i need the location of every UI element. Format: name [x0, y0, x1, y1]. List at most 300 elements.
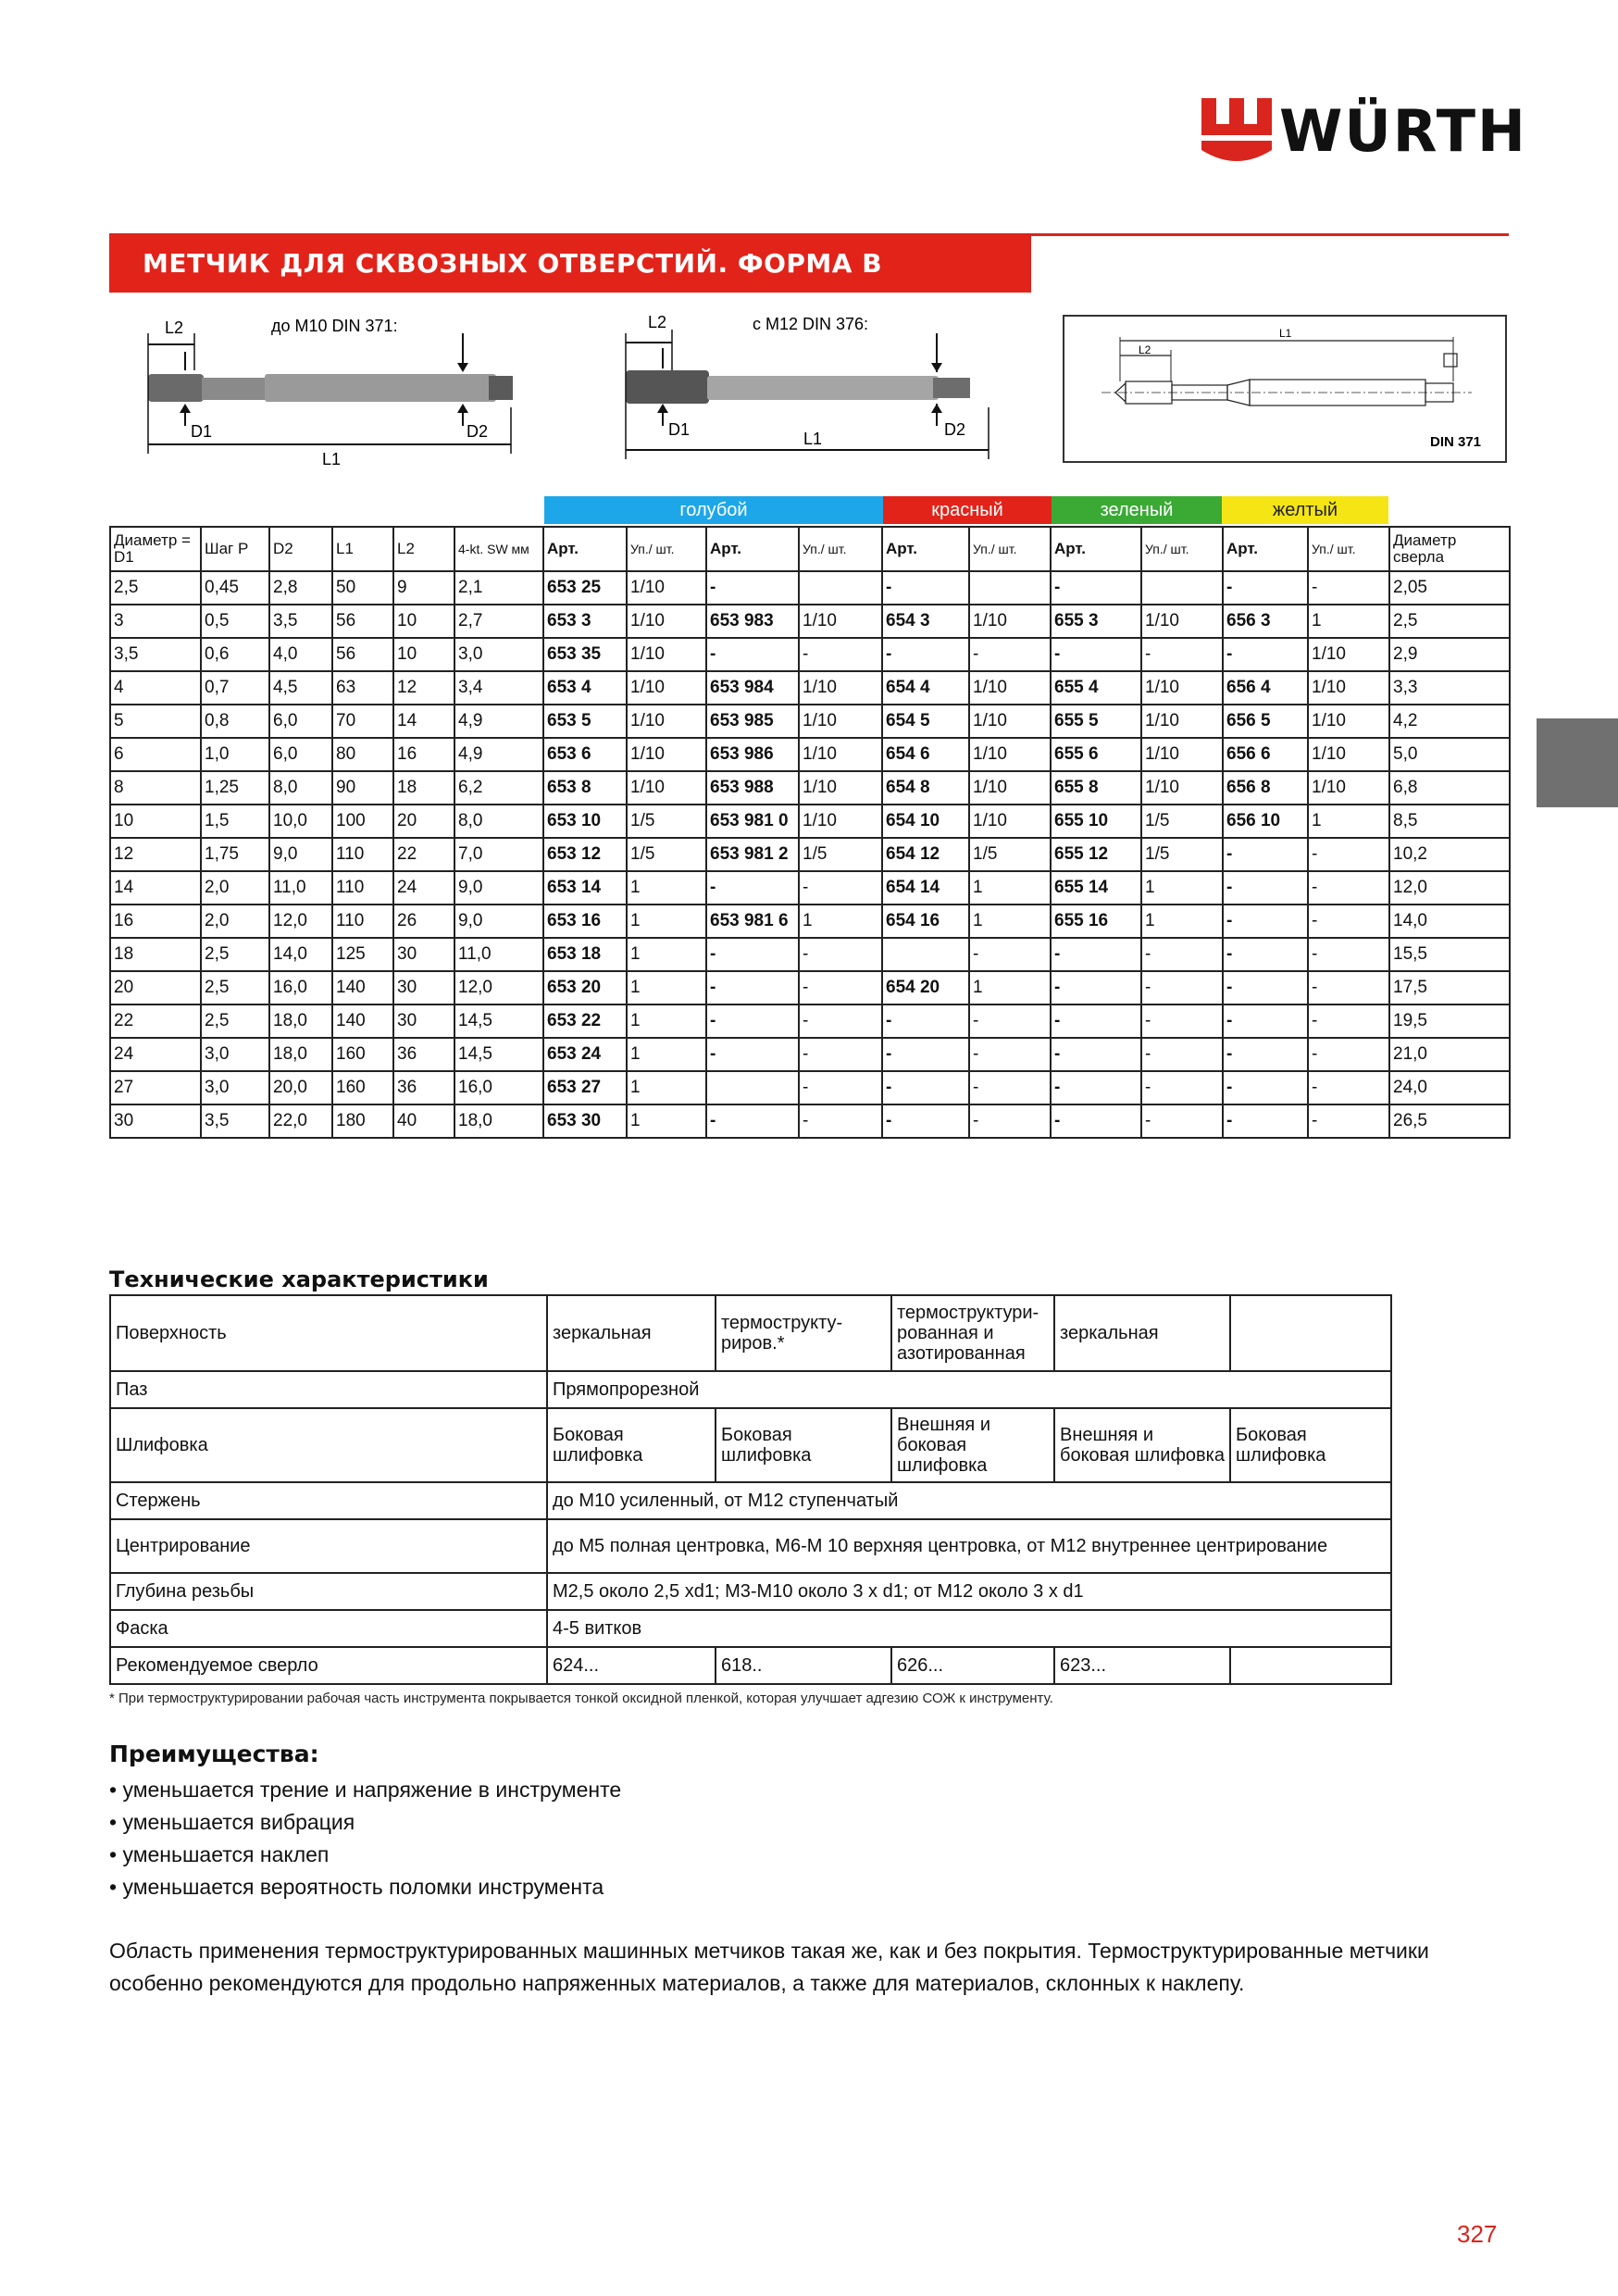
tech-label: Шлифовка — [110, 1408, 547, 1482]
fig1-d2-label: D2 — [467, 422, 489, 441]
tech-value: Прямопрорезной — [547, 1371, 1391, 1408]
table-cell: 653 16 — [543, 905, 627, 938]
table-cell: 1/10 — [1308, 771, 1389, 805]
table-cell: 125 — [332, 938, 393, 971]
table-cell: 14,5 — [454, 1038, 543, 1071]
table-cell: 1/5 — [969, 838, 1051, 871]
tech-label: Рекомендуемое сверло — [110, 1647, 547, 1684]
list-item: • уменьшается трение и напряжение в инструменте — [109, 1774, 621, 1806]
table-cell: - — [1223, 1071, 1308, 1104]
table-cell: - — [706, 938, 799, 971]
table-cell: 4,9 — [454, 705, 543, 738]
table-cell: 653 22 — [543, 1004, 627, 1038]
table-cell: - — [1308, 871, 1389, 905]
table-cell: 0,8 — [201, 705, 269, 738]
table-cell: 22 — [393, 838, 454, 871]
table-cell: - — [969, 1104, 1051, 1138]
table-cell: 12,0 — [454, 971, 543, 1004]
header-cell: Уп./ шт. — [1308, 527, 1389, 571]
table-cell: 653 4 — [543, 671, 627, 705]
table-cell: - — [1223, 938, 1308, 971]
table-cell: 654 8 — [882, 771, 969, 805]
tech-label: Центрирование — [110, 1519, 547, 1573]
table-cell: 0,7 — [201, 671, 269, 705]
table-cell: 12,0 — [269, 905, 332, 938]
table-cell: - — [799, 938, 882, 971]
table-cell: 11,0 — [269, 871, 332, 905]
table-cell: - — [706, 571, 799, 605]
fig1-l2-label: L2 — [165, 318, 184, 337]
table-cell: 2,5 — [110, 571, 201, 605]
table-row — [110, 671, 1510, 705]
table-cell: 1/5 — [1141, 805, 1223, 838]
table-cell: - — [799, 638, 882, 671]
table-row — [110, 938, 1510, 971]
table-cell: 16 — [110, 905, 201, 938]
table-cell: 1,5 — [201, 805, 269, 838]
table-cell: 20 — [393, 805, 454, 838]
tech-value: M2,5 около 2,5 xd1; M3-M10 около 3 x d1; от M12 около 3 x d1 — [547, 1573, 1391, 1610]
table-cell: 1 — [627, 1004, 706, 1038]
table-cell: 653 14 — [543, 871, 627, 905]
table-cell: 655 16 — [1051, 905, 1141, 938]
table-cell: 30 — [393, 971, 454, 1004]
table-cell: - — [1308, 1038, 1389, 1071]
table-cell: 27 — [110, 1071, 201, 1104]
table-cell: - — [706, 638, 799, 671]
table-cell: 653 985 — [706, 705, 799, 738]
table-cell: 16 — [393, 738, 454, 771]
table-cell: 1 — [627, 905, 706, 938]
table-cell: - — [799, 871, 882, 905]
table-row — [110, 771, 1510, 805]
table-row — [110, 638, 1510, 671]
table-cell — [706, 1071, 799, 1104]
table-cell: 80 — [332, 738, 393, 771]
table-cell: 1 — [1308, 605, 1389, 638]
tech-row-grinding — [110, 1408, 1391, 1482]
color-group-yellow: желтый — [1222, 496, 1388, 524]
table-cell: 11,0 — [454, 938, 543, 971]
table-cell: 2,9 — [1389, 638, 1510, 671]
header-cell: Арт. — [706, 527, 799, 571]
tech-row-drill — [110, 1647, 1391, 1684]
table-cell: - — [799, 1038, 882, 1071]
table-cell: 18,0 — [269, 1004, 332, 1038]
table-cell: - — [1141, 1004, 1223, 1038]
table-cell: - — [1051, 571, 1141, 605]
table-cell: - — [1141, 638, 1223, 671]
table-cell: 1/5 — [627, 805, 706, 838]
table-cell: 653 18 — [543, 938, 627, 971]
table-cell: 2,0 — [201, 905, 269, 938]
table-cell: 180 — [332, 1104, 393, 1138]
header-cell: Диаметр = D1 — [110, 527, 201, 571]
table-cell: 653 24 — [543, 1038, 627, 1071]
table-cell: 16,0 — [454, 1071, 543, 1104]
table-cell — [969, 571, 1051, 605]
table-cell: - — [882, 1104, 969, 1138]
table-cell: 12 — [110, 838, 201, 871]
table-cell: 8 — [110, 771, 201, 805]
application-paragraph: Область применения термоструктурированных машинных метчиков такая же, как и без покрытия. Термоструктурированные метчики особенно рекомендуются для продольно напряженных материалов, а также для материалов, склонных к наклепу. — [109, 1939, 1429, 1995]
table-row — [110, 605, 1510, 638]
table-cell: 30 — [393, 938, 454, 971]
table-row — [110, 571, 1510, 605]
table-cell: 2,5 — [201, 938, 269, 971]
table-cell: - — [706, 871, 799, 905]
tech-value: зеркальная — [547, 1295, 716, 1371]
table-cell: - — [1141, 1038, 1223, 1071]
table-cell: - — [1308, 938, 1389, 971]
table-cell: 6,2 — [454, 771, 543, 805]
tech-value — [1230, 1295, 1391, 1371]
tech-row-chamfer — [110, 1610, 1391, 1647]
table-cell: 655 10 — [1051, 805, 1141, 838]
table-row — [110, 871, 1510, 905]
table-cell: 24,0 — [1389, 1071, 1510, 1104]
table-cell: 1/10 — [969, 671, 1051, 705]
table-cell: 653 35 — [543, 638, 627, 671]
table-cell: 4 — [110, 671, 201, 705]
table-cell: 1/10 — [969, 738, 1051, 771]
table-row — [110, 1004, 1510, 1038]
table-cell: 1/10 — [969, 771, 1051, 805]
table-cell: 656 8 — [1223, 771, 1308, 805]
table-cell: 2,5 — [201, 1004, 269, 1038]
table-cell: 1/10 — [799, 671, 882, 705]
header-cell: Шаг P — [201, 527, 269, 571]
table-cell: 4,9 — [454, 738, 543, 771]
table-cell: 1 — [627, 1071, 706, 1104]
table-cell: - — [1223, 1104, 1308, 1138]
table-cell: 3,4 — [454, 671, 543, 705]
table-cell: 36 — [393, 1038, 454, 1071]
table-cell: 6 — [110, 738, 201, 771]
table-cell: 1/10 — [1141, 605, 1223, 638]
table-cell: 655 12 — [1051, 838, 1141, 871]
table-cell: 24 — [393, 871, 454, 905]
table-cell: 2,8 — [269, 571, 332, 605]
table-cell: 26 — [393, 905, 454, 938]
table-cell: 1 — [1141, 871, 1223, 905]
table-cell: 4,0 — [269, 638, 332, 671]
table-cell: 653 8 — [543, 771, 627, 805]
table-cell: 110 — [332, 871, 393, 905]
table-cell: 14,5 — [454, 1004, 543, 1038]
tap-drawing-din371 — [1063, 315, 1507, 463]
table-cell: 3,3 — [1389, 671, 1510, 705]
table-cell: - — [1223, 571, 1308, 605]
table-cell: 50 — [332, 571, 393, 605]
table-cell: 653 986 — [706, 738, 799, 771]
table-cell: 654 5 — [882, 705, 969, 738]
table-cell: - — [1308, 1004, 1389, 1038]
fig3-l2-label: L2 — [1139, 343, 1151, 356]
tech-value: Боковая шлифовка — [547, 1408, 716, 1482]
product-table — [109, 526, 1511, 1139]
table-cell: 14,0 — [1389, 905, 1510, 938]
table-cell: 22,0 — [269, 1104, 332, 1138]
table-cell: 3 — [110, 605, 201, 638]
table-cell: 40 — [393, 1104, 454, 1138]
table-cell: 2,0 — [201, 871, 269, 905]
table-cell: 70 — [332, 705, 393, 738]
table-cell: 9,0 — [454, 871, 543, 905]
table-cell: 56 — [332, 605, 393, 638]
table-row — [110, 905, 1510, 938]
table-cell: 3,5 — [269, 605, 332, 638]
table-cell: - — [1051, 938, 1141, 971]
header-cell: Уп./ шт. — [969, 527, 1051, 571]
tech-label: Паз — [110, 1371, 547, 1408]
table-cell: - — [969, 638, 1051, 671]
fig1-caption: до M10 DIN 371: — [271, 317, 398, 335]
tech-row-shank — [110, 1482, 1391, 1519]
tap-photo-din371 — [137, 306, 526, 468]
table-cell: 1 — [627, 971, 706, 1004]
header-cell: L1 — [332, 527, 393, 571]
table-cell: 20 — [110, 971, 201, 1004]
table-cell: - — [882, 1038, 969, 1071]
table-cell: 1 — [969, 905, 1051, 938]
table-cell: - — [1141, 1071, 1223, 1104]
table-cell: 1/10 — [627, 571, 706, 605]
table-cell: 1/10 — [627, 638, 706, 671]
table-cell: - — [1051, 1104, 1141, 1138]
table-row — [110, 1071, 1510, 1104]
table-cell: - — [969, 1004, 1051, 1038]
table-cell: 1 — [627, 938, 706, 971]
table-cell: - — [1308, 971, 1389, 1004]
table-cell: - — [1141, 1104, 1223, 1138]
fig2-l2-label: L2 — [648, 313, 667, 331]
table-cell: 1/10 — [799, 705, 882, 738]
table-cell: 100 — [332, 805, 393, 838]
table-cell: 1,75 — [201, 838, 269, 871]
table-cell: 4,5 — [269, 671, 332, 705]
advantages-list — [109, 1774, 621, 1903]
table-cell: - — [706, 1004, 799, 1038]
tech-row-centering — [110, 1519, 1391, 1573]
table-cell: - — [1308, 905, 1389, 938]
fig1-d1-label: D1 — [191, 422, 213, 441]
wurth-logo-icon — [1201, 98, 1272, 165]
fig2-caption: с M12 DIN 376: — [753, 315, 869, 333]
table-cell: 2,5 — [1389, 605, 1510, 638]
tech-value: термострукту-риров.* — [716, 1295, 891, 1371]
table-cell: 140 — [332, 1004, 393, 1038]
table-cell: 5 — [110, 705, 201, 738]
table-cell: 1/10 — [1141, 705, 1223, 738]
table-cell: 1/10 — [627, 671, 706, 705]
table-cell: 110 — [332, 838, 393, 871]
table-cell: 1/5 — [799, 838, 882, 871]
table-cell: 3,0 — [454, 638, 543, 671]
tech-label: Поверхность — [110, 1295, 547, 1371]
table-cell: 14,0 — [269, 938, 332, 971]
table-row — [110, 805, 1510, 838]
list-item: • уменьшается наклеп — [109, 1839, 621, 1871]
table-cell: 18 — [110, 938, 201, 971]
tech-title: Технические характеристики — [109, 1267, 489, 1292]
table-cell: 653 12 — [543, 838, 627, 871]
table-cell: 1/10 — [1308, 638, 1389, 671]
table-cell: 0,6 — [201, 638, 269, 671]
table-cell: 160 — [332, 1071, 393, 1104]
table-cell: 24 — [110, 1038, 201, 1071]
table-cell: 1/10 — [799, 738, 882, 771]
table-cell: 1/10 — [799, 605, 882, 638]
table-cell: 1/10 — [799, 805, 882, 838]
table-cell — [799, 571, 882, 605]
table-cell: 26,5 — [1389, 1104, 1510, 1138]
tech-label: Стержень — [110, 1482, 547, 1519]
table-cell: 6,0 — [269, 705, 332, 738]
table-cell: 655 6 — [1051, 738, 1141, 771]
table-cell: 655 3 — [1051, 605, 1141, 638]
table-cell: - — [706, 1038, 799, 1071]
table-cell: 1/5 — [627, 838, 706, 871]
table-header-row — [110, 527, 1510, 571]
table-cell: 1 — [799, 905, 882, 938]
table-cell: 20,0 — [269, 1071, 332, 1104]
table-cell: 21,0 — [1389, 1038, 1510, 1071]
table-cell: - — [882, 571, 969, 605]
table-cell: 12,0 — [1389, 871, 1510, 905]
table-cell — [1141, 571, 1223, 605]
table-cell: 110 — [332, 905, 393, 938]
table-cell: 1/10 — [627, 738, 706, 771]
table-cell: 14 — [110, 871, 201, 905]
table-cell: 30 — [110, 1104, 201, 1138]
table-cell: - — [882, 1071, 969, 1104]
table-cell: 140 — [332, 971, 393, 1004]
table-cell: 654 6 — [882, 738, 969, 771]
table-row — [110, 705, 1510, 738]
table-cell: 1/10 — [627, 605, 706, 638]
table-cell: 9,0 — [269, 838, 332, 871]
table-cell: 2,5 — [201, 971, 269, 1004]
table-cell: 2,1 — [454, 571, 543, 605]
footnote: * При термоструктурировании рабочая часть инструмента покрывается тонкой оксидной пленкой, которая улучшает адгезию СОЖ к инструменту. — [109, 1691, 1053, 1706]
table-cell: 8,0 — [269, 771, 332, 805]
table-cell: 653 984 — [706, 671, 799, 705]
table-cell: 5,0 — [1389, 738, 1510, 771]
table-cell: 654 16 — [882, 905, 969, 938]
table-cell: 2,7 — [454, 605, 543, 638]
table-cell: 1 — [627, 1104, 706, 1138]
table-cell: - — [799, 1071, 882, 1104]
table-row — [110, 838, 1510, 871]
tech-value: 624... — [547, 1647, 716, 1684]
table-cell: 656 4 — [1223, 671, 1308, 705]
advantages-title: Преимущества: — [109, 1741, 319, 1767]
tech-value: зеркальная — [1054, 1295, 1230, 1371]
header-cell: Арт. — [1223, 527, 1308, 571]
table-cell: 3,0 — [201, 1038, 269, 1071]
table-cell: 656 3 — [1223, 605, 1308, 638]
table-cell: - — [1223, 1004, 1308, 1038]
table-cell: 653 5 — [543, 705, 627, 738]
fig3-caption: DIN 371 — [1430, 434, 1482, 450]
tech-value: Внешняя и боковая шлифовка — [891, 1408, 1054, 1482]
table-cell: 656 6 — [1223, 738, 1308, 771]
table-cell: 653 20 — [543, 971, 627, 1004]
table-cell: 1 — [1308, 805, 1389, 838]
table-cell: 653 3 — [543, 605, 627, 638]
table-cell: 1/10 — [627, 771, 706, 805]
header-cell: Уп./ шт. — [799, 527, 882, 571]
table-cell: 1 — [969, 871, 1051, 905]
table-cell: - — [799, 1004, 882, 1038]
table-cell: 10,0 — [269, 805, 332, 838]
table-cell: 6,8 — [1389, 771, 1510, 805]
table-cell — [882, 938, 969, 971]
table-cell: 0,5 — [201, 605, 269, 638]
table-cell: - — [1051, 1038, 1141, 1071]
table-cell: 0,45 — [201, 571, 269, 605]
tech-value: до M10 усиленный, от M12 ступенчатый — [547, 1482, 1391, 1519]
header-cell: L2 — [393, 527, 454, 571]
table-cell: 36 — [393, 1071, 454, 1104]
tech-row-groove — [110, 1371, 1391, 1408]
table-cell: 30 — [393, 1004, 454, 1038]
tech-value: термоструктури-рованная и азотированная — [891, 1295, 1054, 1371]
header-cell: 4-kt. SW мм — [454, 527, 543, 571]
color-group-green: зеленый — [1052, 496, 1222, 524]
table-cell: 19,5 — [1389, 1004, 1510, 1038]
tech-value: Боковая шлифовка — [1230, 1408, 1391, 1482]
table-cell: 16,0 — [269, 971, 332, 1004]
table-cell: 1 — [1141, 905, 1223, 938]
table-cell: 10 — [393, 605, 454, 638]
table-cell: 17,5 — [1389, 971, 1510, 1004]
table-cell: 1,0 — [201, 738, 269, 771]
table-cell: 63 — [332, 671, 393, 705]
table-cell: - — [969, 1038, 1051, 1071]
table-cell: 1/10 — [969, 805, 1051, 838]
table-cell: 8,0 — [454, 805, 543, 838]
table-cell: 1/10 — [627, 705, 706, 738]
tech-value — [1230, 1647, 1391, 1684]
fig1-l1-label: L1 — [322, 450, 342, 468]
table-cell: 1/10 — [1141, 738, 1223, 771]
table-cell: 22 — [110, 1004, 201, 1038]
table-cell: - — [1051, 638, 1141, 671]
table-cell: 15,5 — [1389, 938, 1510, 971]
table-cell: 653 10 — [543, 805, 627, 838]
table-cell: - — [706, 1104, 799, 1138]
table-cell: - — [799, 1104, 882, 1138]
table-cell: 1/5 — [1141, 838, 1223, 871]
table-cell: 160 — [332, 1038, 393, 1071]
table-cell: 10 — [393, 638, 454, 671]
table-cell: 7,0 — [454, 838, 543, 871]
table-cell: - — [799, 971, 882, 1004]
tech-row-depth — [110, 1573, 1391, 1610]
table-cell: - — [1223, 638, 1308, 671]
header-cell: Уп./ шт. — [1141, 527, 1223, 571]
page-title: МЕТЧИК ДЛЯ СКВОЗНЫХ ОТВЕРСТИЙ. ФОРМА B — [109, 235, 1031, 293]
table-cell: 18,0 — [454, 1104, 543, 1138]
table-cell: 1/10 — [1308, 671, 1389, 705]
table-cell: 1/10 — [799, 771, 882, 805]
table-cell: 56 — [332, 638, 393, 671]
table-cell: 654 3 — [882, 605, 969, 638]
table-cell: 653 988 — [706, 771, 799, 805]
table-cell: 6,0 — [269, 738, 332, 771]
